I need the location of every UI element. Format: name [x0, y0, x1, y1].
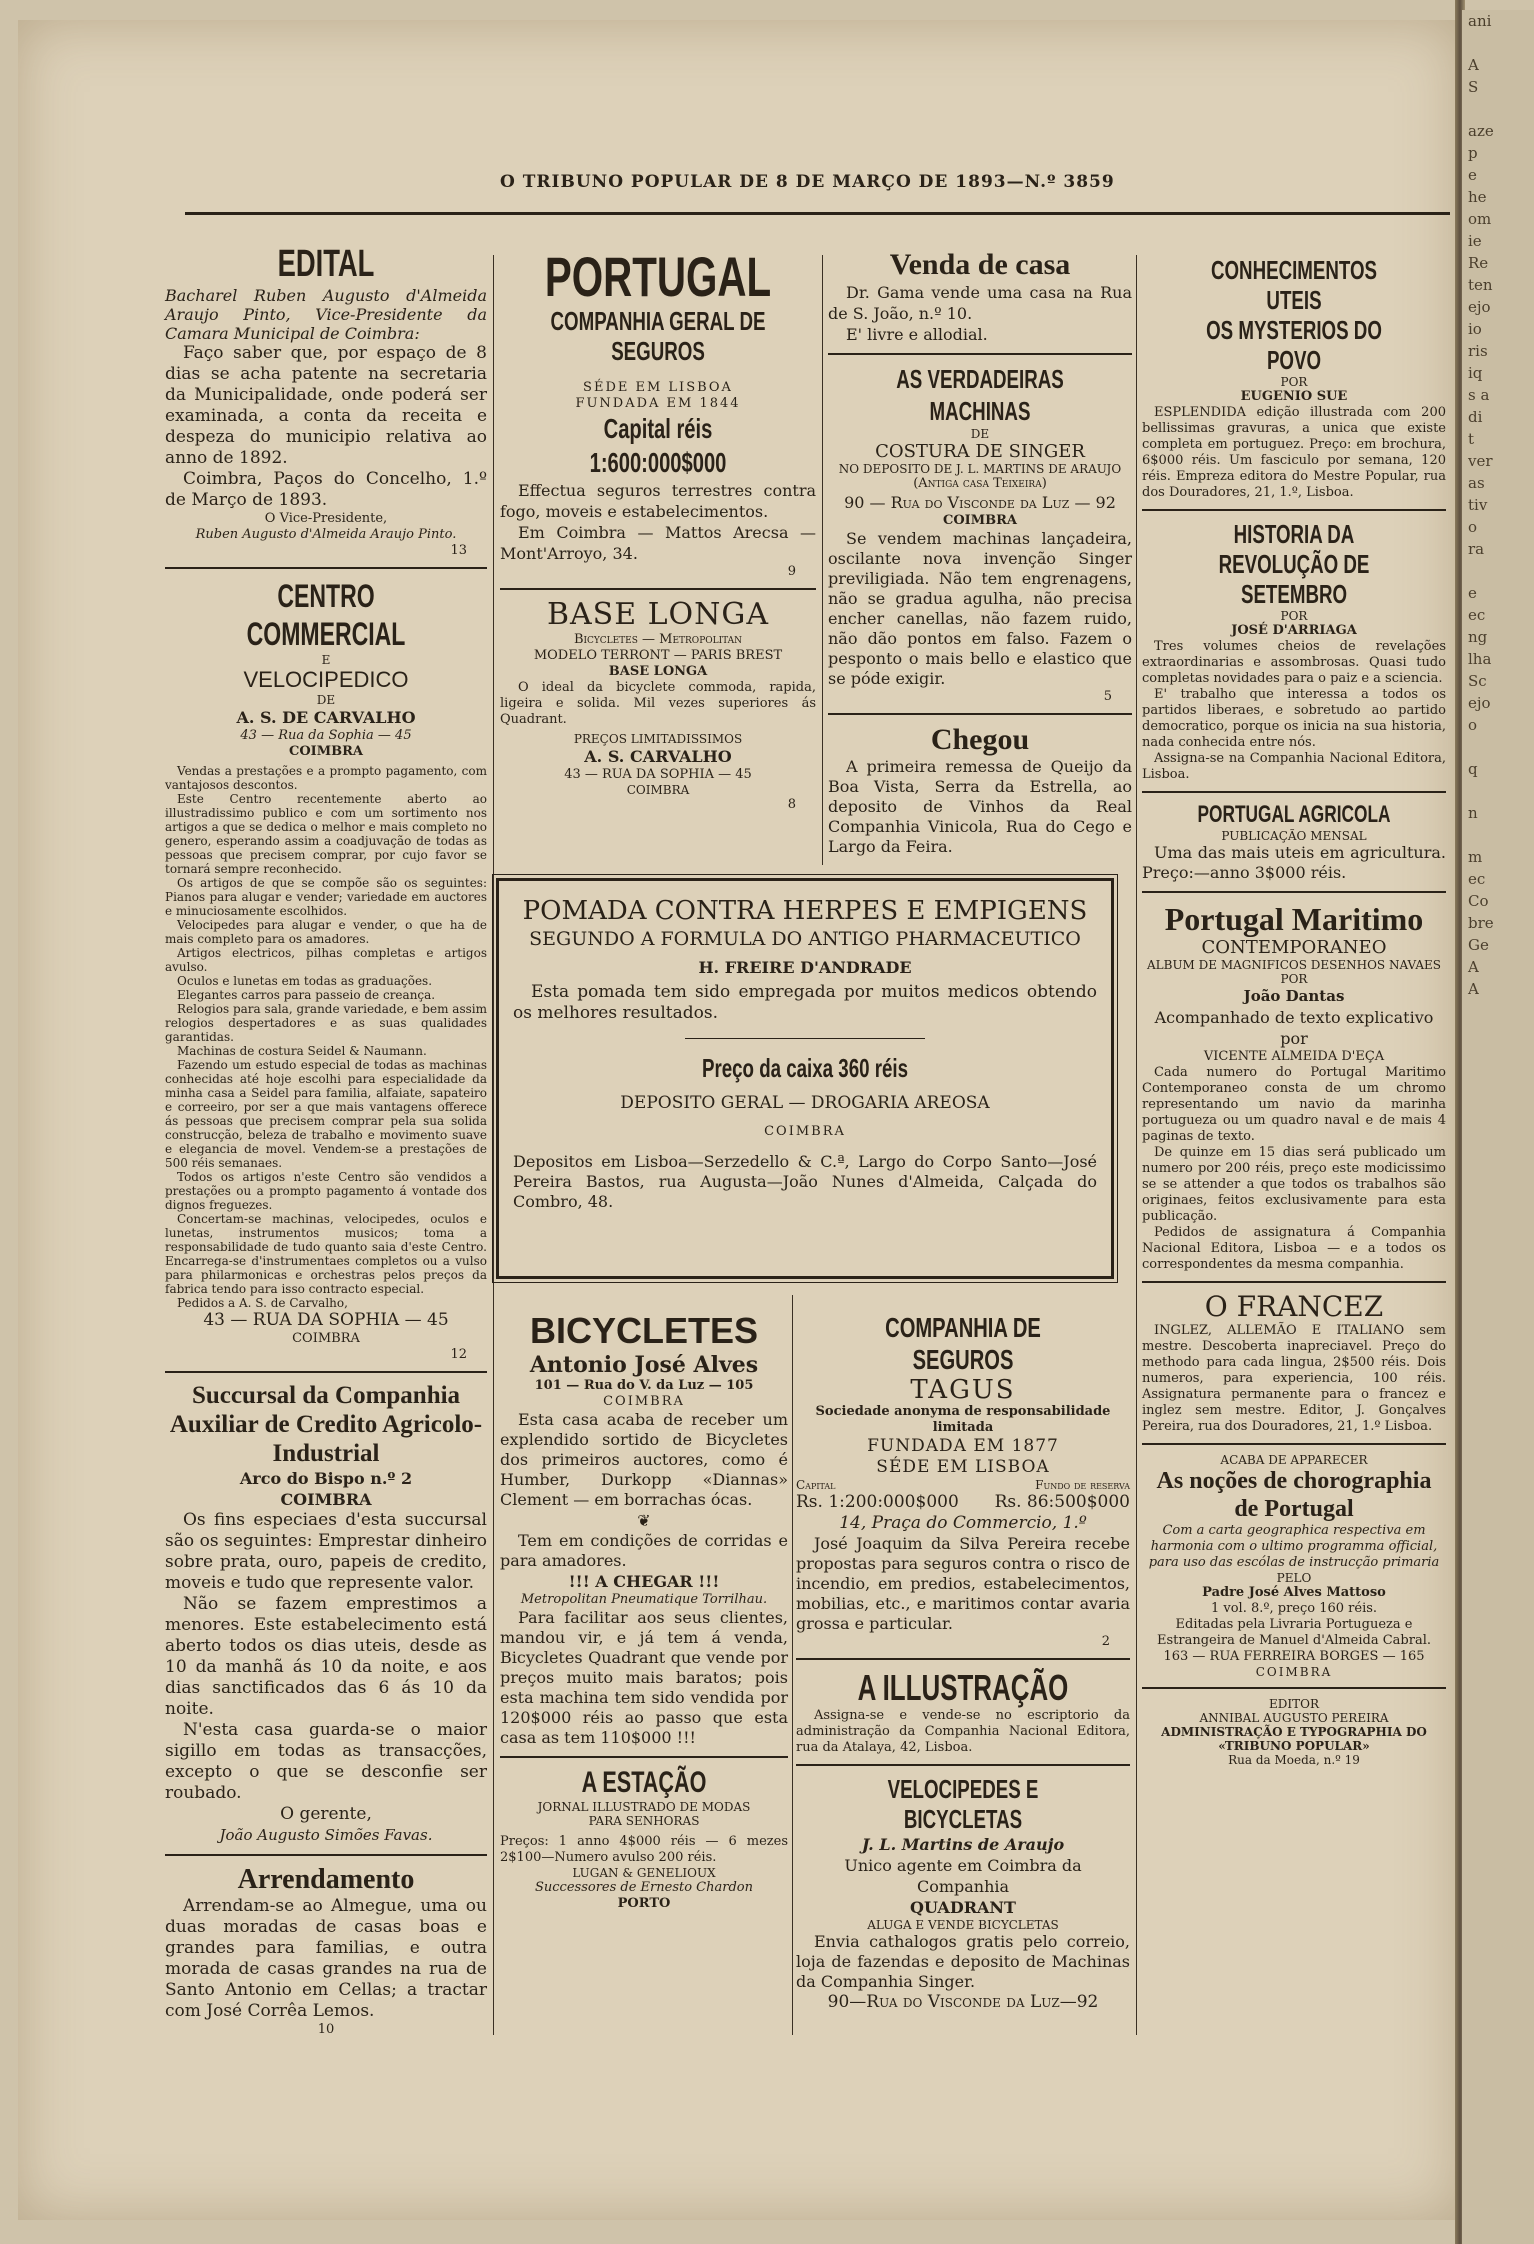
edital-title: EDITAL — [277, 243, 375, 285]
succursal-role: O gerente, — [280, 1804, 372, 1824]
bicycletes-title: BICYCLETES — [529, 1310, 759, 1351]
tagus-desc: Sociedade anonyma de responsabilidade limitada — [815, 1404, 1111, 1435]
baselonga-body: O ideal da bicyclete commoda, rapida, ligeira e solida. Mil vezes superiores ás Quadrant. — [500, 680, 816, 727]
machinas-addr: 90 — Rua do Visconde da Luz — 92 — [844, 493, 1116, 512]
portugal-agent: Em Coimbra — Mattos Arecsa — Mont'Arroyo, 34. — [500, 523, 816, 563]
portugal-sub: COMPANHIA GERAL DE SEGUROS — [550, 306, 766, 366]
portugal-number: 9 — [787, 564, 796, 579]
footer-admin: ADMINISTRAÇÃO E TYPOGRAPHIA DO «TRIBUNO POPULAR» — [1161, 1725, 1427, 1753]
baselonga-addr: 43 — RUA DA SOPHIA — 45 — [564, 767, 752, 782]
estacao-city: PORTO — [617, 1896, 671, 1911]
centro-title: CENTRO COMMERCIAL — [246, 578, 406, 652]
baselonga-owner: A. S. CARVALHO — [584, 747, 732, 766]
separator — [1142, 1687, 1446, 1689]
adjacent-page-fragment: ten — [1468, 276, 1493, 294]
velocipedes-body: Unico agente em Coimbra da Companhia — [844, 1856, 1082, 1896]
baselonga-precos: PREÇOS LIMITADISSIMOS — [573, 732, 743, 746]
historia-title: HISTORIA DA REVOLUÇÃO DE SETEMBRO — [1218, 519, 1370, 609]
adjacent-page-fragment: A — [1468, 980, 1479, 998]
tagus-sede: SÉDE EM LISBOA — [876, 1457, 1050, 1477]
chegou-title: Chegou — [930, 723, 1030, 756]
francez-title: O FRANCEZ — [1204, 1290, 1384, 1323]
bicycletes-owner: Antonio José Alves — [529, 1352, 759, 1378]
centro-de: DE — [316, 693, 336, 707]
tagus-addr: 14, Praça do Commercio, 1.º — [839, 1513, 1087, 1533]
column-4 — [1142, 255, 1446, 1767]
adjacent-page-fragment: e — [1468, 584, 1477, 602]
separator — [796, 1658, 1130, 1660]
adjacent-page-fragment: ris — [1468, 342, 1488, 360]
agricola-title: PORTUGAL AGRICOLA — [1197, 801, 1391, 828]
bicycletes-addr: 101 — Rua do V. da Luz — 105 — [534, 1378, 754, 1393]
portugal-body: Effectua seguros terrestres contra fogo, moveis e estabelecimentos. — [500, 481, 816, 521]
adjacent-page-fragment: tiv — [1468, 496, 1488, 514]
historia-body-3: Assigna-se na Companhia Nacional Editora, Lisboa. — [1142, 751, 1446, 782]
venda-body-2: E' livre e allodial. — [846, 325, 988, 344]
column-1 — [165, 242, 487, 2038]
adjacent-page-fragment: t — [1468, 430, 1475, 448]
separator — [165, 1854, 487, 1856]
adjacent-page-fragment: S — [1468, 78, 1479, 96]
estacao-succ: Successores de Ernesto Chardon — [535, 1880, 753, 1895]
machinas-city: COIMBRA — [942, 513, 1018, 528]
bicycletes-chegar: !!! A CHEGAR !!! — [568, 1572, 720, 1591]
tagus-name: TAGUS — [910, 1375, 1016, 1405]
adjacent-page-fragment: A — [1468, 958, 1479, 976]
portugal-capital: Capital réis 1:600:000$000 — [589, 413, 727, 478]
separator — [1142, 1281, 1446, 1283]
adjacent-page-fragment: ani — [1468, 12, 1492, 30]
bicycletes-body-3: Para facilitar aos seus clientes, mandou vir, e já tem á venda, Bicycletes Quadrant que vende por preços muito mais baratos; pois esta machina tem sido vendida por 120$000 réis ao passo que esta casa as tem 110$000 !!! — [500, 1608, 788, 1747]
adjacent-page-fragment: o — [1468, 518, 1478, 536]
adjacent-page-fragment: n — [1468, 804, 1478, 822]
adjacent-page-fragment: ng — [1468, 628, 1488, 646]
machinas-title: AS VERDADEIRAS MACHINAS — [896, 364, 1064, 426]
pomada-deposit: DEPOSITO GERAL — DROGARIA AREOSA — [620, 1093, 990, 1113]
divider — [685, 1038, 925, 1039]
arrendamento-number: 10 — [317, 2022, 335, 2037]
adjacent-page-fragment: bre — [1468, 914, 1494, 932]
footer-editor-label: EDITOR — [1269, 1697, 1319, 1711]
maritimo-por: POR — [1280, 972, 1308, 986]
succursal-address: Arco do Bispo n.º 2 — [239, 1469, 413, 1488]
centro-e: E — [321, 653, 331, 667]
separator — [1142, 891, 1446, 893]
chorographia-pelo: PELO — [1276, 1571, 1312, 1585]
separator — [828, 713, 1132, 715]
edital-signature: Ruben Augusto d'Almeida Araujo Pinto. — [195, 527, 457, 542]
separator — [1142, 1443, 1446, 1445]
pomada-price: Preço da caixa 360 réis — [701, 1053, 909, 1083]
ornament: ❦ — [637, 1511, 651, 1530]
velocipedes-addr: 90—Rua do Visconde da Luz—92 — [827, 1992, 1099, 2012]
bicycletes-body: Esta casa acaba de receber um explendido sortido de Bicycletes dos primeiros auctores, como é Humber, Durkopp «Diannas» Clement — em borrachas ócas. — [500, 1410, 788, 1509]
venda-title: Venda de casa — [889, 248, 1071, 281]
adjacent-page-fragment: ec — [1468, 606, 1486, 624]
edital-body: Faço saber que, por espaço de 8 dias se acha patente na secretaria da Municipalidade, onde poderá ser examinada, a conta da receita e despeza do municipio relativa ao anno de 1892. — [165, 343, 487, 468]
machinas-number: 5 — [1103, 689, 1112, 704]
bicycletes-body-2: Tem em condições de corridas e para amadores. — [500, 1531, 788, 1570]
adjacent-page-fragment: ie — [1468, 232, 1482, 250]
velocipedes-body-2: Envia cathalogos gratis pelo correio, loja de fazendas e deposito de Machinas da Companhia Singer. — [796, 1932, 1130, 1991]
machinas-de: DE — [970, 427, 990, 441]
chorographia-city: COIMBRA — [1255, 1665, 1333, 1679]
tagus-number: 2 — [1101, 1634, 1110, 1649]
column-3-top — [828, 248, 1132, 857]
adjacent-page-fragment: Ge — [1468, 936, 1489, 954]
tagus-labels: Capital Fundo de reserva — [796, 1478, 1130, 1492]
adjacent-page-fragment: he — [1468, 188, 1487, 206]
adjacent-page-fragment: Re — [1468, 254, 1489, 272]
chorographia-lead: ACABA DE APPARECER — [1220, 1453, 1368, 1467]
historia-por: POR — [1280, 609, 1308, 623]
column-2-bottom — [500, 1310, 788, 1912]
pomada-sub: SEGUNDO A FORMULA DO ANTIGO PHARMACEUTICO — [529, 928, 1081, 950]
pomada-lisboa: Depositos em Lisboa—Serzedello & C.ª, Largo do Corpo Santo—José Pereira Bastos, rua Augusta—João Nunes d'Almeida, Calçada do Combro, 48. — [513, 1152, 1097, 1211]
baselonga-line1: Bicycletes — Metropolitan — [573, 632, 743, 647]
adjacent-page-fragment: o — [1468, 716, 1478, 734]
estacao-title: A ESTAÇÃO — [581, 1766, 707, 1799]
baselonga-title: BASE LONGA — [546, 597, 770, 632]
maritimo-author: João Dantas — [1243, 987, 1345, 1005]
baselonga-line3: BASE LONGA — [608, 664, 708, 679]
baselonga-number: 8 — [787, 797, 796, 812]
footer-addr: Rua da Moeda, n.º 19 — [1228, 1753, 1360, 1767]
adjacent-page-fragment — [1462, 32, 1534, 54]
velocipedes-brand: QUADRANT — [910, 1898, 1016, 1917]
separator — [500, 588, 816, 590]
succursal-city: COIMBRA — [280, 1490, 372, 1509]
separator — [165, 567, 487, 569]
separator — [165, 1371, 487, 1373]
agricola-sub: PUBLICAÇÃO MENSAL — [1221, 829, 1367, 843]
machinas-body: Se vendem machinas lançadeira, oscilante nova invenção Singer previligiada. Não tem engrenagens, não se gradua agulha, não precisa encher canellas, não fazem ruido, não dão pontos em falso. Fazem o pesponto o mais bello e elastico que se póde exigir. — [828, 529, 1132, 688]
adjacent-page-fragment: di — [1468, 408, 1483, 426]
adjacent-page-fragment: ec — [1468, 870, 1486, 888]
adjacent-page-fragment: m — [1468, 848, 1483, 866]
maritimo-album: ALBUM DE MAGNIFICOS DESENHOS NAVAES — [1146, 958, 1442, 972]
illustracao-body: Assigna-se e vende-se no escriptorio da administração da Companhia Nacional Editora, rua da Atalaya, 42, Lisboa. — [796, 1708, 1130, 1755]
column-rule — [792, 1295, 793, 2035]
centro-address: 43 — Rua da Sophia — 45 — [240, 728, 412, 743]
portugal-fundada: FUNDADA EM 1844 — [575, 396, 741, 411]
chorographia-author: Padre José Alves Mattoso — [1202, 1585, 1386, 1600]
pomada-author: H. FREIRE D'ANDRADE — [698, 958, 912, 977]
historia-body: Tres volumes cheios de revelações extraordinarias e assombrosas. Quasi tudo completas novidades para o paiz e a sciencia. — [1142, 639, 1446, 686]
centro-sub: VELOCIPEDICO — [243, 667, 409, 692]
tagus-fundada: FUNDADA EM 1877 — [867, 1436, 1059, 1456]
velocipedes-title: VELOCIPEDES E BICYCLETAS — [887, 1774, 1039, 1834]
conhecimentos-por: POR — [1280, 375, 1308, 389]
estacao-sub-2: PARA SENHORAS — [588, 1814, 700, 1828]
maritimo-body-2: Cada numero do Portugal Maritimo Contemporaneo consta de um chromo representando um navio da marinha portugueza ou um quadro naval e de mais 4 paginas de texto. — [1142, 1065, 1446, 1144]
succursal-p2: Não se fazem emprestimos a menores. Este estabelecimento está aberto todos os dias uteis, desde as 10 da manhã ás 10 da noite, e aos dias sanctificados das 6 ás 10 da noite. — [165, 1594, 487, 1719]
machinas-brand: COSTURA DE SINGER — [875, 441, 1085, 462]
adjacent-page-fragment: ver — [1468, 452, 1493, 470]
tagus-amounts: Rs. 1:200:000$000 Rs. 86:500$000 — [796, 1492, 1130, 1512]
adjacent-page-fragment: ejo — [1468, 298, 1491, 316]
column-2-top — [500, 245, 816, 813]
adjacent-page-fragment: aze — [1468, 122, 1494, 140]
historia-author: JOSÉ D'ARRIAGA — [1231, 623, 1357, 638]
succursal-signature: João Augusto Simões Favas. — [219, 1826, 433, 1844]
adjacent-page-fragment — [1462, 560, 1534, 582]
separator — [1142, 509, 1446, 511]
adjacent-page-fragment: ejo — [1468, 694, 1491, 712]
edital-place: Coimbra, Paços do Concelho, 1.º de Março de 1893. — [165, 469, 487, 510]
adjacent-page-fragment: Sc — [1468, 672, 1487, 690]
adjacent-page-fragment — [1462, 824, 1534, 846]
centro-body: Vendas a prestações e a prompto pagamento, com vantajosos descontos. Este Centro recentemente aberto ao illustradissimo publico e com um sortimento nos artigos a que se dedica o melhor e mais completo no genero, esperando assim a coadjuvação de todas as pessoas que precisem comprar, por cujo favor se tornará sempre reconhecido. Os artigos de que se compõe são os seguintes: Pianos para alugar e vender; variedade em auctores e minuciosamente escolhidos. Velocipedes para alugar e vender, o que ha de mais completo para os amadores. Artigos electricos, pilhas completas e artigos avulso. Oculos e lunetas em todas as graduações. Elegantes carros para passeio de creança. Relogios para sala, grande variedade, e bem assim relogios despertadores e as suas qualidades garantidas. Machinas de costura Seidel & Naumann. Fazendo um estudo especial de todas as machinas conhecidas até hoje escolhi para especialidade da minha casa a Seidel para familia, alfaiate, sapateiro e correeiro, por ser a que mais vantagens offerece ás pessoas que precisem comprar pela sua solida construcção, beleza de trabalho e movimento suave e elegancia de movel. Vendem-se a prestações de 500 réis semanaes. Todos os artigos n'este Centro são vendidos a prestações ou a prompto pagamento á vontade dos dignos freguezes. Concertam-se machinas, velocipedes, oculos e lunetas, instrumentos musicos; toma a responsabilidade de tudo quanto saia d'este Centro. Encarrega-se d'instrumentaes completos ou a vulso para philarmonicas e orchestras pelos preços da fabrica tendo para isso contracto especial. Pedidos a A. S. de Carvalho, — [165, 764, 487, 1310]
masthead-rule — [185, 212, 1450, 215]
maritimo-author-2: VICENTE ALMEIDA D'EÇA — [1203, 1049, 1385, 1064]
edital-lead: Bacharel Ruben Augusto d'Almeida Araujo Pinto, Vice-Presidente da Camara Municipal de Coimbra: — [165, 286, 487, 343]
adjacent-page-fragment: io — [1468, 320, 1482, 338]
bicycletes-model: Metropolitan Pneumatique Torrilhau. — [520, 1592, 768, 1607]
pomada-body: Esta pomada tem sido empregada por muitos medicos obtendo os melhores resultados. — [513, 982, 1097, 1023]
adjacent-page-fragment: A — [1468, 56, 1479, 74]
adjacent-page-fragment: Co — [1468, 892, 1489, 910]
pomada-city: COIMBRA — [764, 1124, 846, 1139]
tagus-title: COMPANHIA DE SEGUROS — [885, 1312, 1041, 1375]
adjacent-page-fragment: q — [1468, 760, 1478, 778]
velocipedes-owner: J. L. Martins de Araujo — [861, 1835, 1065, 1854]
separator — [796, 1764, 1130, 1766]
tagus-body: José Joaquim da Silva Pereira recebe propostas para seguros contra o risco de incendio, em predios, estabelecimentos, mobilias, etc., e maritimos contar avaria grossa e particular. — [796, 1534, 1130, 1633]
bicycletes-city: COIMBRA — [603, 1394, 685, 1409]
adjacent-page-fragment: ra — [1468, 540, 1485, 558]
chegou-body: A primeira remessa de Queijo da Boa Vista, Serra da Estrella, ao deposito de Vinhos da Real Companhia Vinicola, Rua do Cego e Largo da Feira. — [828, 757, 1132, 856]
baselonga-city: COIMBRA — [626, 783, 690, 797]
arrendamento-body: Arrendam-se ao Almegue, uma ou duas moradas de casas boas e grandes para familias, e outra morada de casas grandes na rua de Santo Antonio em Cellas; a tractar com José Corrêa Lemos. — [165, 1896, 487, 2021]
maritimo-title: Portugal Maritimo — [1164, 901, 1424, 937]
francez-body: INGLEZ, ALLEMÃO E ITALIANO sem mestre. Descoberta inapreciavel. Preço do methodo para cada lingua, 2$500 réis. Dois numeros, para experiencia, 100 réis. Assignatura permanente para o francez e inglez sem mestre. Editor, J. Gonçalves Pereira, rua dos Douradores, 21, 1.º Lisboa. — [1142, 1323, 1446, 1434]
conhecimentos-sub: OS MYSTERIOS DO POVO — [1206, 315, 1382, 375]
adjacent-page-fragment: as — [1468, 474, 1485, 492]
venda-body: Dr. Gama vende uma casa na Rua de S. João, n.º 10. — [828, 283, 1132, 323]
adjacent-page-fragment — [1462, 736, 1534, 758]
adjacent-page-fragment: lha — [1468, 650, 1492, 668]
pomada-title: POMADA CONTRA HERPES E EMPIGENS — [522, 896, 1088, 926]
estacao-prices: Preços: 1 anno 4$000 réis — 6 mezes 2$100—Numero avulso 200 réis. — [500, 1834, 788, 1865]
succursal-p3: N'esta casa guarda-se o maior sigillo em todas as transacções, excepto o que se desconfie ser roubado. — [165, 1720, 487, 1803]
succursal-title: Succursal da Companhia Auxiliar de Credito Agricolo-Industrial — [169, 1382, 483, 1467]
estacao-pub: LUGAN & GENELIOUX — [572, 1866, 716, 1880]
adjacent-page-fragment: iq — [1468, 364, 1483, 382]
historia-body-2: E' trabalho que interessa a todos os partidos liberaes, e sobretudo ao partido democratico, porque os inicia na sua historia, nada conhecida entre nós. — [1142, 687, 1446, 750]
separator — [828, 353, 1132, 355]
chorographia-body: Com a carta geographica respectiva em harmonia com o ultimo programma official, para uso das escólas de instrucção primaria — [1148, 1523, 1440, 1570]
portugal-title: PORTUGAL — [544, 245, 772, 308]
arrendamento-title: Arrendamento — [237, 1864, 415, 1895]
centro-owner: A. S. DE CARVALHO — [236, 708, 416, 727]
maritimo-body-3: De quinze em 15 dias será publicado um numero por 200 réis, preço este modicissimo se se attender a que todos os trabalhos são originaes, feitos exclusivamente para esta publicação. — [1142, 1145, 1446, 1224]
chorographia-body-2: Editadas pela Livraria Portugueza e Estrangeira de Manuel d'Almeida Cabral. — [1156, 1617, 1432, 1648]
adjacent-page-fragment: s a — [1468, 386, 1490, 404]
footer-editor: ANNIBAL AUGUSTO PEREIRA — [1199, 1711, 1389, 1725]
estacao-sub: JORNAL ILLUSTRADO DE MODAS — [537, 1800, 751, 1814]
baselonga-line2: MODELO TERRONT — PARIS BREST — [533, 648, 783, 663]
conhecimentos-author: EUGENIO SUE — [1240, 389, 1348, 404]
machinas-antiga: (Antiga casa Teixeira) — [913, 476, 1047, 491]
succursal-p1: Os fins especiaes d'esta succursal são os seguintes: Emprestar dinheiro sobre prata, ouro, papeis de credito, moveis e tudo que represente valor. — [165, 1510, 487, 1593]
chorographia-addr: 163 — RUA FERREIRA BORGES — 165 — [1163, 1649, 1425, 1664]
edital-role: O Vice-Presidente, — [264, 511, 388, 526]
illustracao-title: A ILLUSTRAÇÃO — [857, 1667, 1069, 1708]
centro-number: 12 — [450, 1347, 467, 1362]
centro-city: COIMBRA — [288, 744, 364, 759]
conhecimentos-title: CONHECIMENTOS UTEIS — [1210, 255, 1378, 315]
separator — [500, 1756, 788, 1758]
adjacent-page-fragment — [1462, 780, 1534, 802]
portugal-sede: SÉDE EM LISBOA — [583, 380, 733, 395]
maritimo-sub: CONTEMPORANEO — [1201, 937, 1387, 958]
masthead: O TRIBUNO POPULAR DE 8 DE MARÇO DE 1893—N.º 3859 — [500, 172, 1115, 192]
velocipedes-aluga: ALUGA E VENDE BICYCLETAS — [867, 1918, 1059, 1932]
chorographia-vol: 1 vol. 8.º, preço 160 réis. — [1210, 1601, 1378, 1616]
edital-number: 13 — [450, 543, 467, 558]
machinas-deposit: NO DEPOSITO DE J. L. MARTINS DE ARAUJO — [838, 462, 1122, 476]
pomada-box — [496, 878, 1114, 1279]
maritimo-body: Acompanhado de texto explicativo por — [1154, 1008, 1434, 1048]
maritimo-body-4: Pedidos de assignatura á Companhia Nacional Editora, Lisboa — e a todos os correspondentes da mesma companhia. — [1142, 1225, 1446, 1272]
adjacent-page-fragment — [1462, 98, 1534, 120]
centro-address-2: 43 — RUA DA SOPHIA — 45 — [203, 1310, 449, 1330]
adjacent-page-fragment: e — [1468, 166, 1477, 184]
centro-city-2: COIMBRA — [292, 1331, 360, 1346]
chorographia-title: As noções de chorographia de Portugal — [1156, 1468, 1432, 1522]
adjacent-page — [1462, 10, 1534, 2244]
separator — [1142, 791, 1446, 793]
column-rule — [1136, 255, 1137, 2035]
conhecimentos-body: ESPLENDIDA edição illustrada com 200 bellissimas gravuras, a unica que existe completa em portuguez. Preço: em brochura, 6$000 réis. Um fasciculo por semana, 120 réis. Empreza editora do Mestre Popular, rua dos Douradores, 21, 1.º, Lisboa. — [1142, 405, 1446, 500]
agricola-body: Uma das mais uteis em agricultura. Preço:—anno 3$000 réis. — [1142, 843, 1446, 882]
column-rule — [822, 255, 823, 865]
adjacent-page-fragment: om — [1468, 210, 1492, 228]
adjacent-page-fragment: p — [1468, 144, 1478, 162]
column-3-bottom — [796, 1312, 1130, 2013]
column-rule — [493, 255, 494, 2035]
